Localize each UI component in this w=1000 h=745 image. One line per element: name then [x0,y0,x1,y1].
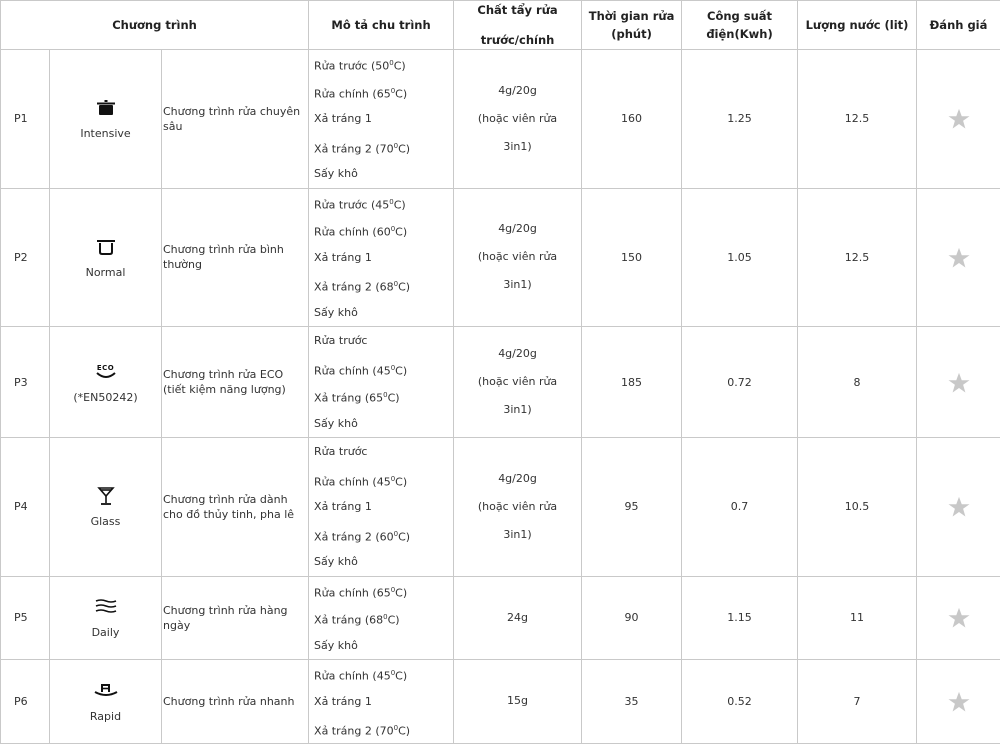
program-icon-cell [50,438,162,577]
cycle-step: Xả tráng 2 $(70^0C)$ [314,133,453,161]
program-name: Chương trình rửa dành cho đồ thủy tinh, pha lê [162,438,309,577]
program-row [1,50,1000,189]
header-power-line2: điện(Kwh) [706,27,772,41]
program-id: P3 [1,327,50,438]
cycle-step: Xả tráng 2 $(60^0C)$ [314,521,453,549]
cycle-step: Sấy khô [314,410,453,438]
detergent-line: 15g [454,687,581,715]
detergent-line: (hoặc viên rửa [454,368,581,396]
cycle-step: Sấy khô [314,632,453,660]
power-consumption: 0.7 [682,438,798,577]
water-amount: 10.5 [798,438,917,577]
header-power [682,1,798,50]
wash-time: 95 [582,438,682,577]
header-program: Chương trình [1,1,309,50]
water-amount: 12.5 [798,188,917,327]
program-label: Intensive [80,127,130,140]
cycle-step: Rửa trước [314,438,453,466]
detergent-cell [454,188,582,327]
program-row [1,188,1000,327]
eco-icon [95,361,117,383]
cycle-step: Xả tráng 1 [314,105,453,133]
star-icon[interactable] [917,496,1000,517]
power-consumption: 0.72 [682,327,798,438]
star-icon[interactable] [917,247,1000,268]
program-id: P4 [1,438,50,577]
detergent-cell [454,438,582,577]
detergent-line: 3in1) [454,521,581,549]
detergent-line: 4g/20g [454,77,581,105]
power-consumption: 0.52 [682,660,798,744]
power-consumption: 1.25 [682,50,798,189]
cycle-step: Xả tráng 1 [314,493,453,521]
detergent-cell [454,327,582,438]
program-label: (*EN50242) [73,391,137,404]
rating-cell [917,576,1000,660]
header-detergent-line2: trước/chính [481,31,555,49]
header-time-line1: Thời gian rửa [589,9,675,23]
detergent-line: 3in1) [454,271,581,299]
detergent-line: (hoặc viên rửa [454,105,581,133]
star-icon[interactable] [917,607,1000,628]
eco-icon-text: ECO [97,364,114,372]
cycle-description [309,188,454,327]
cycle-step: Rửa chính $(65^0C)$ [314,577,453,605]
power-consumption: 1.05 [682,188,798,327]
wavy-plates-icon [94,596,118,618]
rapid-icon [93,680,119,702]
program-id: P5 [1,576,50,660]
power-consumption: 1.15 [682,576,798,660]
rating-cell [917,327,1000,438]
detergent-cell [454,576,582,660]
program-row [1,660,1000,744]
pot-icon [96,97,116,119]
program-label: Glass [91,515,121,528]
cycle-step: Rửa trước $(45^0C)$ [314,189,453,217]
cycle-step: Xả tráng $(68^0C)$ [314,604,453,632]
cycle-step: Rửa chính $(45^0C)$ [314,660,453,688]
detergent-line: 24g [454,604,581,632]
rating-cell [917,660,1000,744]
wash-time: 185 [582,327,682,438]
detergent-line: 4g/20g [454,465,581,493]
program-id: P6 [1,660,50,744]
program-name: Chương trình rửa ECO (tiết kiệm năng lượng) [162,327,309,438]
program-name: Chương trình rửa chuyên sâu [162,50,309,189]
program-name: Chương trình rửa bình thường [162,188,309,327]
cycle-step: Rửa chính $(45^0C)$ [314,355,453,383]
header-water: Lượng nước (lit) [798,1,917,50]
water-amount: 12.5 [798,50,917,189]
cycle-step: Xả tráng 2 $(70^0C)$ [314,715,453,743]
header-cycle: Mô tả chu trình [309,1,454,50]
cycle-step: Rửa trước [314,327,453,355]
program-icon-cell [50,327,162,438]
rating-cell [917,438,1000,577]
cycle-description [309,327,454,438]
detergent-line: 4g/20g [454,340,581,368]
water-amount: 8 [798,327,917,438]
detergent-cell [454,660,582,744]
cycle-description [309,50,454,189]
program-label: Rapid [90,710,121,723]
rating-cell [917,50,1000,189]
detergent-line: (hoặc viên rửa [454,243,581,271]
cycle-step: Rửa chính $(60^0C)$ [314,216,453,244]
program-row [1,327,1000,438]
cycle-step: Xả tráng $(65^0C)$ [314,382,453,410]
detergent-line: 4g/20g [454,215,581,243]
star-icon[interactable] [917,108,1000,129]
cycle-step: Rửa chính $(45^0C)$ [314,466,453,494]
cycle-step: Xả tráng 1 [314,244,453,272]
cycle-description [309,576,454,660]
program-icon-cell [50,188,162,327]
program-label: Normal [86,266,126,279]
cycle-step: Xả tráng 2 $(68^0C)$ [314,271,453,299]
header-detergent [454,1,582,50]
header-time-line2: (phút) [611,27,652,41]
program-icon-cell [50,50,162,189]
header-detergent-line1: Chất tẩy rửa [477,3,557,17]
cycle-step: Xả tráng 1 [314,688,453,716]
wash-time: 35 [582,660,682,744]
star-icon[interactable] [917,372,1000,393]
cycle-description [309,660,454,744]
cycle-step: Sấy khô [314,548,453,576]
detergent-line: 3in1) [454,396,581,424]
header-row [1,1,1000,50]
cycle-step: Rửa chính $(65^0C)$ [314,78,453,106]
wash-time: 160 [582,50,682,189]
cycle-step: Sấy khô [314,299,453,327]
program-row [1,438,1000,577]
cycle-description [309,438,454,577]
star-icon[interactable] [917,691,1000,712]
header-power-line1: Công suất [707,9,772,23]
program-row [1,576,1000,660]
program-icon-cell [50,576,162,660]
glass-icon [96,485,116,507]
cycle-step: Rửa trước $(50^0C)$ [314,50,453,78]
wash-time: 90 [582,576,682,660]
program-id: P2 [1,188,50,327]
program-id: P1 [1,50,50,189]
detergent-line: (hoặc viên rửa [454,493,581,521]
header-rating: Đánh giá [917,1,1000,50]
water-amount: 11 [798,576,917,660]
program-icon-cell [50,660,162,744]
detergent-cell [454,50,582,189]
pan-icon [96,236,116,258]
wash-time: 150 [582,188,682,327]
program-label: Daily [92,626,120,639]
program-name: Chương trình rửa hàng ngày [162,576,309,660]
detergent-line: 3in1) [454,133,581,161]
rating-cell [917,188,1000,327]
header-time [582,1,682,50]
program-name: Chương trình rửa nhanh [162,660,309,744]
water-amount: 7 [798,660,917,744]
cycle-step: Sấy khô [314,160,453,188]
